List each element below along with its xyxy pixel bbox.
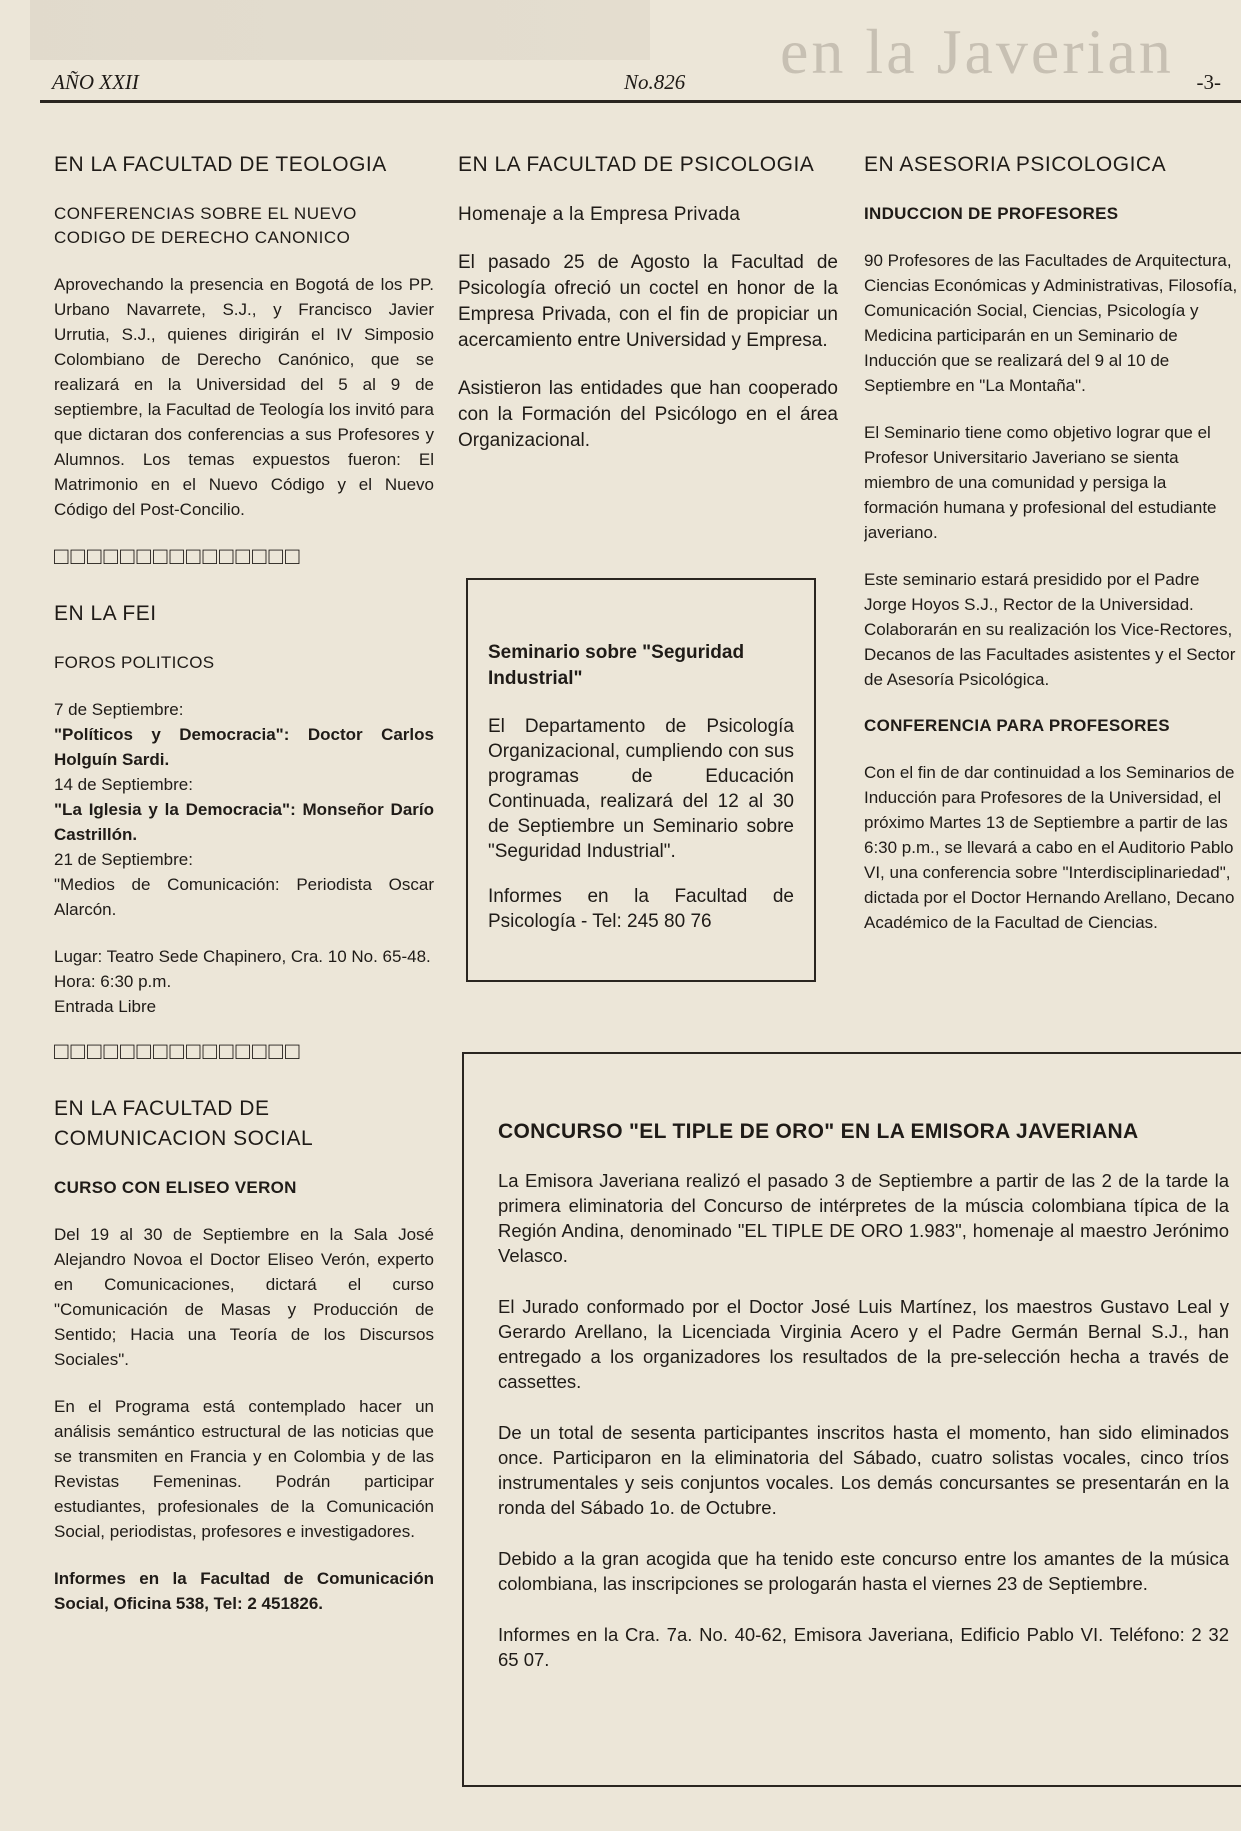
fei-event-1: "Políticos y Democracia": Doctor Carlos Holguín Sardi. — [54, 725, 434, 769]
fei-subtitle: FOROS POLITICOS — [54, 653, 215, 672]
fei-event-2: "La Iglesia y la Democracia": Monseñor Darío Castrillón. — [54, 800, 434, 844]
fei-date-1: 7 de Septiembre: — [54, 700, 184, 719]
masthead-bleed-block — [30, 0, 650, 60]
page-header — [52, 70, 1221, 102]
fei-entrada: Entrada Libre — [54, 997, 157, 1016]
fei-date-3: 21 de Septiembre: — [54, 850, 193, 869]
masthead-bleed-text: en la Javerian — [780, 16, 1174, 87]
concurso-box — [462, 1052, 1241, 1787]
asesoria-p4: Con el fin de dar continuidad a los Seminarios de Inducción para Profesores de la Universidad, el próximo Martes 13 de Septiembre a partir de las 6:30 p.m., se llevará a cabo en el Auditorio Pablo VI, una conferencia sobre "Interdisciplinariedad", dictada por el Doctor Hernando Arellano, Decano Académico de la Facultad de Ciencias. — [864, 763, 1235, 932]
issue-year: AÑO XXII — [52, 70, 139, 94]
seminario-p2: Informes en la Facultad de Psicología - Tel: 245 80 76 — [488, 886, 794, 932]
column-right — [864, 150, 1239, 957]
asesoria-p1: 90 Profesores de las Facultades de Arquitectura, Ciencias Económicas y Administrativas, Filosofía, Comunicación Social, Ciencias, Psicología y Medicina participarán en un Seminario de Inducción que se realizará del 9 al 10 de Septiembre en "La Montaña". — [864, 251, 1238, 395]
comunicacion-p1: Del 19 al 30 de Septiembre en la Sala José Alejandro Novoa el Doctor Eliseo Verón, experto en Comunicaciones, dictará el curso "Comunicación de Masas y Producción de Sentido; Hacia una Teoría de los Discursos Sociales". — [54, 1225, 434, 1369]
seminario-title: Seminario sobre "Seguridad Industrial" — [488, 642, 745, 689]
psicologia-title: EN LA FACULTAD DE PSICOLOGIA — [458, 153, 815, 176]
teologia-title: EN LA FACULTAD DE TEOLOGIA — [54, 153, 387, 176]
fei-title: EN LA FEI — [54, 602, 157, 625]
seminario-box — [466, 578, 816, 982]
column-middle — [458, 150, 838, 476]
induccion-subtitle: INDUCCION DE PROFESORES — [864, 204, 1119, 223]
psicologia-subtitle: Homenaje a la Empresa Privada — [458, 204, 741, 225]
comunicacion-subtitle: CURSO CON ELISEO VERON — [54, 1178, 297, 1197]
fei-lugar: Lugar: Teatro Sede Chapinero, Cra. 10 No. 65-48. — [54, 947, 431, 966]
teologia-body: Aprovechando la presencia en Bogotá de los PP. Urbano Navarrete, S.J., y Francisco Javier Urrutia, S.J., quienes dirigirán el IV Simposio Colombiano de Derecho Canónico, que se realizará en la Universidad del 5 al 9 de septiembre, la Facultad de Teología los invitó para que dictaran dos conferencias a sus Profesores y Alumnos. Los temas expuestos fueron: El Matrimonio en el Nuevo Código y el Nuevo Código del Post-Concilio. — [54, 275, 434, 519]
page-number: -3- — [1196, 70, 1221, 94]
teologia-subtitle: CONFERENCIAS SOBRE EL NUEVO CODIGO DE DERECHO CANONICO — [54, 204, 357, 247]
fei-hora: Hora: 6:30 p.m. — [54, 972, 172, 991]
asesoria-title: EN ASESORIA PSICOLOGICA — [864, 153, 1167, 176]
psicologia-p1: El pasado 25 de Agosto la Facultad de Psicología ofreció un coctel en honor de la Empresa Privada, con el fin de propiciar un acercamiento entre Universidad y Empresa. — [458, 252, 838, 351]
comunicacion-p2: En el Programa está contemplado hacer un análisis semántico estructural de las noticias que se transmiten en Francia y en Colombia y de las Revistas Femeninas. Podrán participar estudiantes, profesionales de la Comunicación Social, periodistas, profesores e investigadores. — [54, 1397, 434, 1541]
fei-event-3: "Medios de Comunicación: Periodista Oscar Alarcón. — [54, 875, 434, 919]
concurso-p1: La Emisora Javeriana realizó el pasado 3 de Septiembre a partir de las 2 de la tarde la primera eliminatoria del Concurso de intérpretes de la múscia colombiana típica de la Región Andina, denominado "EL TIPLE DE ORO 1.983", homenaje al maestro Jerónimo Velasco. — [498, 1170, 1229, 1266]
psicologia-p2: Asistieron las entidades que han cooperado con la Formación del Psicólogo en el área Organizacional. — [458, 378, 838, 451]
asesoria-p3: Este seminario estará presidido por el Padre Jorge Hoyos S.J., Rector de la Universidad. Colaborarán en su realización los Vice-Rectores, Decanos de las Facultades asistentes y el Sector de Asesoría Psicológica. — [864, 570, 1236, 689]
concurso-p5: Informes en la Cra. 7a. No. 40-62, Emisora Javeriana, Edificio Pablo VI. Teléfono: 2 32 65 07. — [498, 1624, 1229, 1670]
header-rule — [40, 100, 1241, 103]
asesoria-p2: El Seminario tiene como objetivo lograr que el Profesor Universitario Javeriano se sienta miembro de una comunidad y persiga la formación humana y profesional del estudiante javeriano. — [864, 423, 1217, 542]
section-separator: □□□□□□□□□□□□□□□ — [54, 543, 302, 570]
concurso-title: CONCURSO "EL TIPLE DE ORO" EN LA EMISORA JAVERIANA — [498, 1120, 1139, 1143]
concurso-p4: Debido a la gran acogida que ha tenido este concurso entre los amantes de la música colombiana, las inscripciones se prologarán hasta el viernes 23 de Septiembre. — [498, 1548, 1229, 1594]
section-separator-2: □□□□□□□□□□□□□□□ — [54, 1038, 302, 1065]
fei-date-2: 14 de Septiembre: — [54, 775, 193, 794]
seminario-p1: El Departamento de Psicología Organizacional, cumpliendo con sus programas de Educación Continuada, realizará del 12 al 30 de Septiembre un Seminario sobre "Seguridad Industrial". — [488, 716, 794, 862]
concurso-p2: El Jurado conformado por el Doctor José Luis Martínez, los maestros Gustavo Leal y Gerardo Arellano, la Licenciada Virginia Acero y el Padre Germán Bernal S.J., han entregado a los organizadores los resultados de la pre-selección hecha a través de cassettes. — [498, 1296, 1229, 1392]
conferencia-subtitle: CONFERENCIA PARA PROFESORES — [864, 716, 1170, 735]
concurso-p3: De un total de sesenta participantes inscritos hasta el momento, han sido eliminados once. Participaron en la eliminatoria del Sábado, cuatro solistas vocales, cinco tríos instrumentales y seis conjuntos vocales. Los demás concursantes se presentarán en la ronda del Sábado 1o. de Octubre. — [498, 1422, 1229, 1518]
comunicacion-title: EN LA FACULTAD DE COMUNICACION SOCIAL — [54, 1097, 314, 1150]
comunicacion-p3: Informes en la Facultad de Comunicación Social, Oficina 538, Tel: 2 451826. — [54, 1569, 434, 1613]
column-left — [54, 150, 434, 1638]
issue-number: No.826 — [624, 70, 686, 94]
